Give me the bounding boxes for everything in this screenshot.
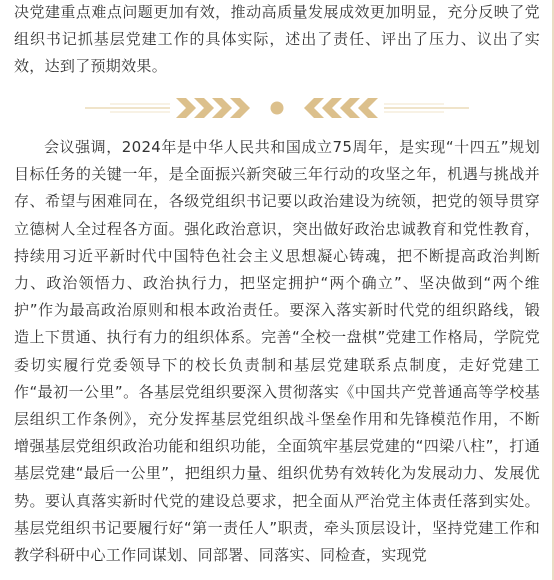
ornamental-divider-icon bbox=[0, 92, 554, 124]
main-paragraph: 会议强调，2024年是中华人民共和国成立75周年，是实现“十四五”规划目标任务的关键一年，是全面振兴新突破三年行动的攻坚之年，机遇与挑战并存、希望与困难同在，各级党组织书记要以政治建设为统领，把党的领导贯穿立德树人全过程各方面。强化政治意识，突出做好政治忠诚教育和党性教育，持续用习近平新时代中国特色社会主义思想凝心铸魂，把不断提高政治判断力、政治领悟力、政治执行力，把坚定拥护“两个确立”、坚决做到“两个维护”作为最高政治原则和根本政治责任。要深入落实新时代党的组织路线，锻造上下贯通、执行有力的组织体系。完善“全校一盘棋”党建工作格局，学院党委切实履行党委领导下的校长负责制和基层党建联系点制度，走好党建工作“最初一公里”。各基层党组织要深入贯彻落实《中国共产党普通高等学校基层组织工作条例》，充分发挥基层党组织战斗堡垒作用和先锋模范作用，不断增强基层党组织政治功能和组织功能，全面筑牢基层党建的“四梁八柱”，打通基层党建“最后一公里”，把组织力量、组织优势有效转化为发展动力、发展优势。要认真落实新时代党的建设总要求，把全面从严治党主体责任落到实处。基层党组织书记要履行好“第一责任人”职责，牵头顶层设计，坚持党建工作和教学科研中心工作同谋划、同部署、同落实、同检查，实现党 bbox=[14, 138, 540, 565]
intro-paragraph: 决党建重点难点问题更加有效，推动高质量发展成效更加明显，充分反映了党组织书记抓基层党建工作的具体实际，述出了责任、评出了压力、议出了实效，达到了预期效果。 bbox=[14, 3, 540, 76]
